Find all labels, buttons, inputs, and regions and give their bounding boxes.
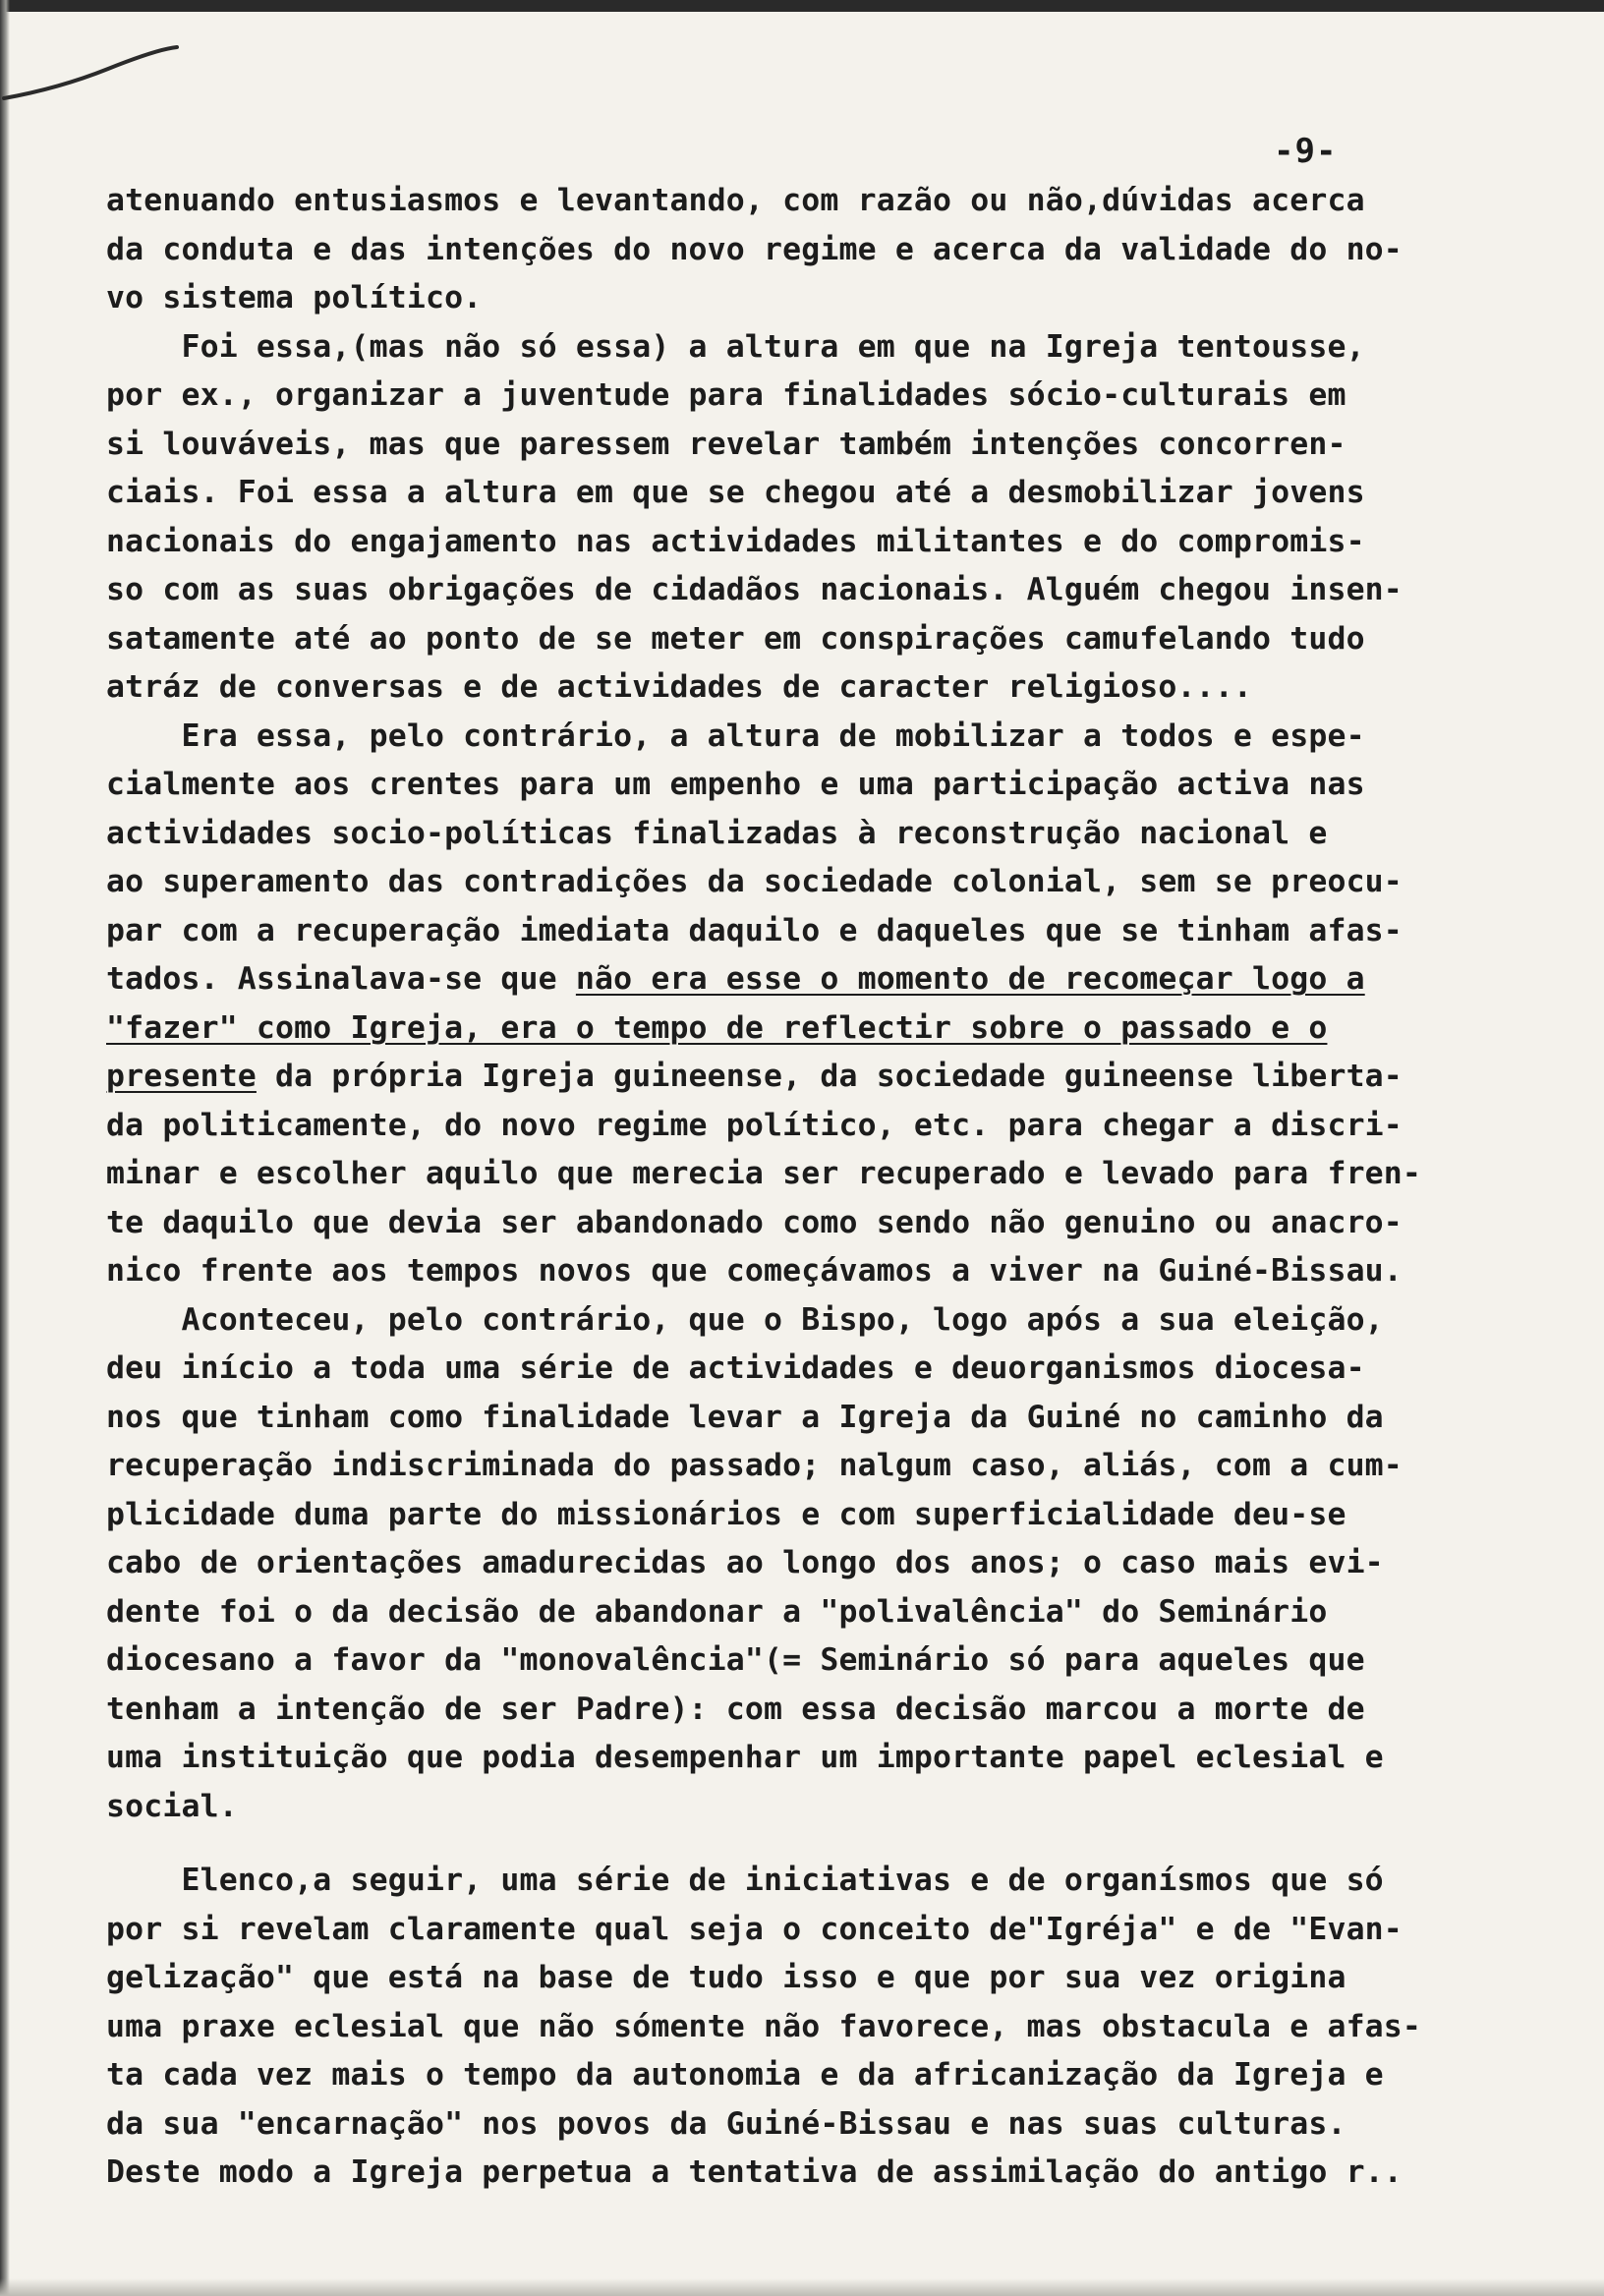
text-line: ao superamento das contradições da sociedade colonial, sem se preocu- (106, 864, 1403, 899)
paragraph-3 (106, 713, 1482, 1296)
text-line: uma instituição que podia desempenhar um importante papel eclesial e (106, 1740, 1384, 1775)
text-line: cabo de orientações amadurecidas ao longo dos anos; o caso mais evi- (106, 1545, 1384, 1580)
text-line: nico frente aos tempos novos que começávamos a viver na Guiné-Bissau. (106, 1253, 1403, 1289)
typewritten-body (106, 177, 1482, 2198)
text-line: so com as suas obrigações de cidadãos nacionais. Alguém chegou insen- (106, 572, 1403, 607)
text-segment: da própria Igreja guineense, da sociedade guineense liberta- (256, 1059, 1403, 1094)
text-line: atenuando entusiasmos e levantando, com razão ou não,dúvidas acerca (106, 183, 1365, 218)
text-line-with-underline (106, 1053, 1482, 1102)
underlined-passage: presente (106, 1059, 257, 1094)
text-line: te daquilo que devia ser abandonado como sendo não genuino ou anacro- (106, 1204, 1403, 1240)
text-line: Era essa, pelo contrário, a altura de mobilizar a todos e espe- (106, 718, 1365, 754)
paragraph-spacing (106, 1831, 1482, 1857)
text-line: diocesano a favor da "monovalência"(= Seminário só para aqueles que (106, 1642, 1365, 1678)
underlined-passage: "fazer" como Igreja, era o tempo de reflectir sobre o passado e o (106, 1009, 1328, 1046)
text-line: da sua "encarnação" nos povos da Guiné-Bissau e nas suas culturas. (106, 2105, 1346, 2142)
text-line: nos que tinham como finalidade levar a Igreja da Guiné no caminho da (106, 1399, 1384, 1435)
page-number: -9- (1274, 132, 1338, 171)
text-line: actividades socio-políticas finalizadas à reconstrução nacional e (106, 815, 1328, 851)
text-line: por si revelam claramente qual seja o conceito de"Igréja" e de "Evan- (106, 1911, 1403, 1947)
text-line: tenham a intenção de ser Padre): com essa decisão marcou a morte de (106, 1691, 1365, 1727)
text-line: Deste modo a Igreja perpetua a tentativa de assimilação do antigo r.. (106, 2154, 1403, 2190)
text-line: nacionais do engajamento nas actividades militantes e do compromis- (106, 523, 1365, 559)
text-line: gelização" que está na base de tudo isso e que por sua vez origina (106, 1960, 1346, 1995)
text-line: si louváveis, mas que paressem revelar também intenções concorren- (106, 426, 1346, 462)
text-line: Elenco,a seguir, uma série de iniciativas e de organísmos que só (106, 1863, 1384, 1898)
paragraph-4 (106, 1296, 1482, 1832)
text-line: cialmente aos crentes para um empenho e uma participação activa nas (106, 767, 1365, 802)
underlined-passage: não era esse o momento de recomeçar logo a (575, 961, 1365, 997)
paragraph-2 (106, 323, 1482, 713)
text-line: par com a recuperação imediata daquilo e daqueles que se tinham afas- (106, 912, 1403, 948)
text-line: da conduta e das intenções do novo regime e acerca da validade do no- (106, 231, 1403, 267)
paragraph-5 (106, 1857, 1482, 2198)
text-line: deu início a toda uma série de actividades e deuorganismos diocesa- (106, 1350, 1365, 1386)
text-line: ta cada vez mais o tempo da autonomia e da africanização da Igreja e (106, 2057, 1384, 2093)
text-line: da politicamente, do novo regime político, etc. para chegar a discri- (106, 1107, 1403, 1143)
scan-left-edge (0, 0, 10, 2296)
scan-top-edge (0, 0, 1604, 12)
scan-bottom-edge (0, 2278, 1604, 2296)
text-line: por ex., organizar a juventude para finalidades sócio-culturais em (106, 377, 1346, 413)
text-line: Aconteceu, pelo contrário, que o Bispo, logo após a sua eleição, (106, 1301, 1384, 1338)
text-line: satamente até ao ponto de se meter em conspirações camufelando tudo (106, 620, 1365, 657)
pen-stroke-mark (0, 39, 197, 118)
paragraph-1 (106, 177, 1482, 323)
text-line: uma praxe eclesial que não sómente não favorece, mas obstacula e afas- (106, 2008, 1422, 2044)
text-segment: tados. Assinalava-se que (106, 961, 576, 997)
text-line: minar e escolher aquilo que merecia ser recuperado e levado para fren- (106, 1156, 1422, 1191)
text-line: Foi essa,(mas não só essa) a altura em que na Igreja tentousse, (106, 328, 1365, 365)
text-line: dente foi o da decisão de abandonar a "polivalência" do Seminário (106, 1593, 1328, 1630)
text-line: ciais. Foi essa a altura em que se chegou até a desmobilizar jovens (106, 475, 1365, 510)
text-line: atráz de conversas e de actividades de caracter religioso.... (106, 669, 1252, 705)
text-line: social. (106, 1788, 238, 1824)
text-line-with-underline (106, 955, 1482, 1004)
text-line: plicidade duma parte do missionários e com superficialidade deu-se (106, 1496, 1346, 1532)
text-line: recuperação indiscriminada do passado; nalgum caso, aliás, com a cum- (106, 1448, 1403, 1483)
text-line: vo sistema político. (106, 280, 483, 316)
